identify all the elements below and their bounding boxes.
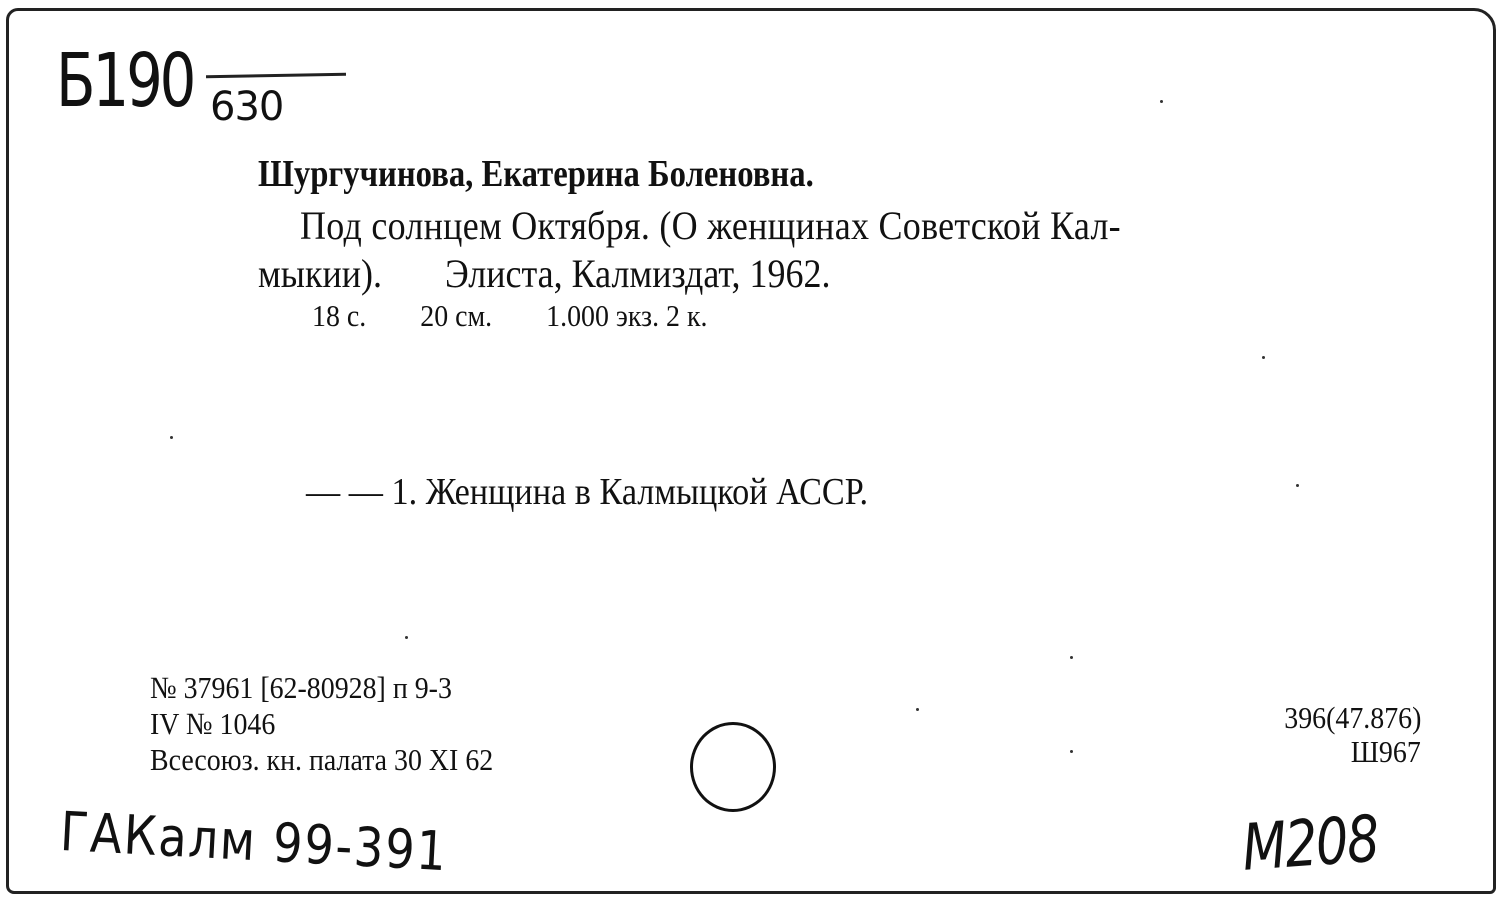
registration-line-2: IV № 1046: [150, 706, 276, 741]
speck: [1070, 750, 1073, 753]
speck: [1070, 656, 1073, 659]
title-line-2: [258, 250, 830, 297]
inventory-number: М208: [1240, 802, 1381, 886]
classification-index: 396(47.876): [1283, 700, 1421, 735]
speck: [405, 636, 408, 639]
registration-line-1: № 37961 [62-80928] п 9-3: [150, 670, 452, 705]
author-sign: Ш967: [1350, 734, 1421, 769]
pages: 18 с.: [312, 298, 367, 333]
shelf-mark: Б190: [56, 38, 194, 124]
print-run: 1.000 экз. 2 к.: [546, 298, 708, 333]
author-heading: Шургучинова, Екатерина Боленовна.: [258, 153, 814, 195]
size: 20 см.: [420, 298, 493, 333]
title-line-2-end: мыкии).: [258, 251, 382, 296]
archive-mark: ГАКалм 99-391: [58, 800, 450, 884]
speck: [916, 708, 919, 711]
hole-circle: [690, 722, 776, 812]
imprint: Элиста, Калмиздат, 1962.: [444, 251, 831, 296]
title-line-1: Под солнцем Октября. (О женщинах Советской Кал-: [300, 203, 1121, 248]
physical-description: [312, 298, 707, 334]
speck: [1296, 484, 1299, 487]
subject-heading: — — 1. Женщина в Калмыцкой АССР.: [306, 471, 869, 513]
shelf-mark-sub: 630: [210, 84, 284, 130]
speck: [1160, 100, 1163, 103]
registration-line-3: Всесоюз. кн. палата 30 XI 62: [150, 742, 494, 777]
speck: [1262, 356, 1265, 359]
speck: [170, 436, 173, 439]
